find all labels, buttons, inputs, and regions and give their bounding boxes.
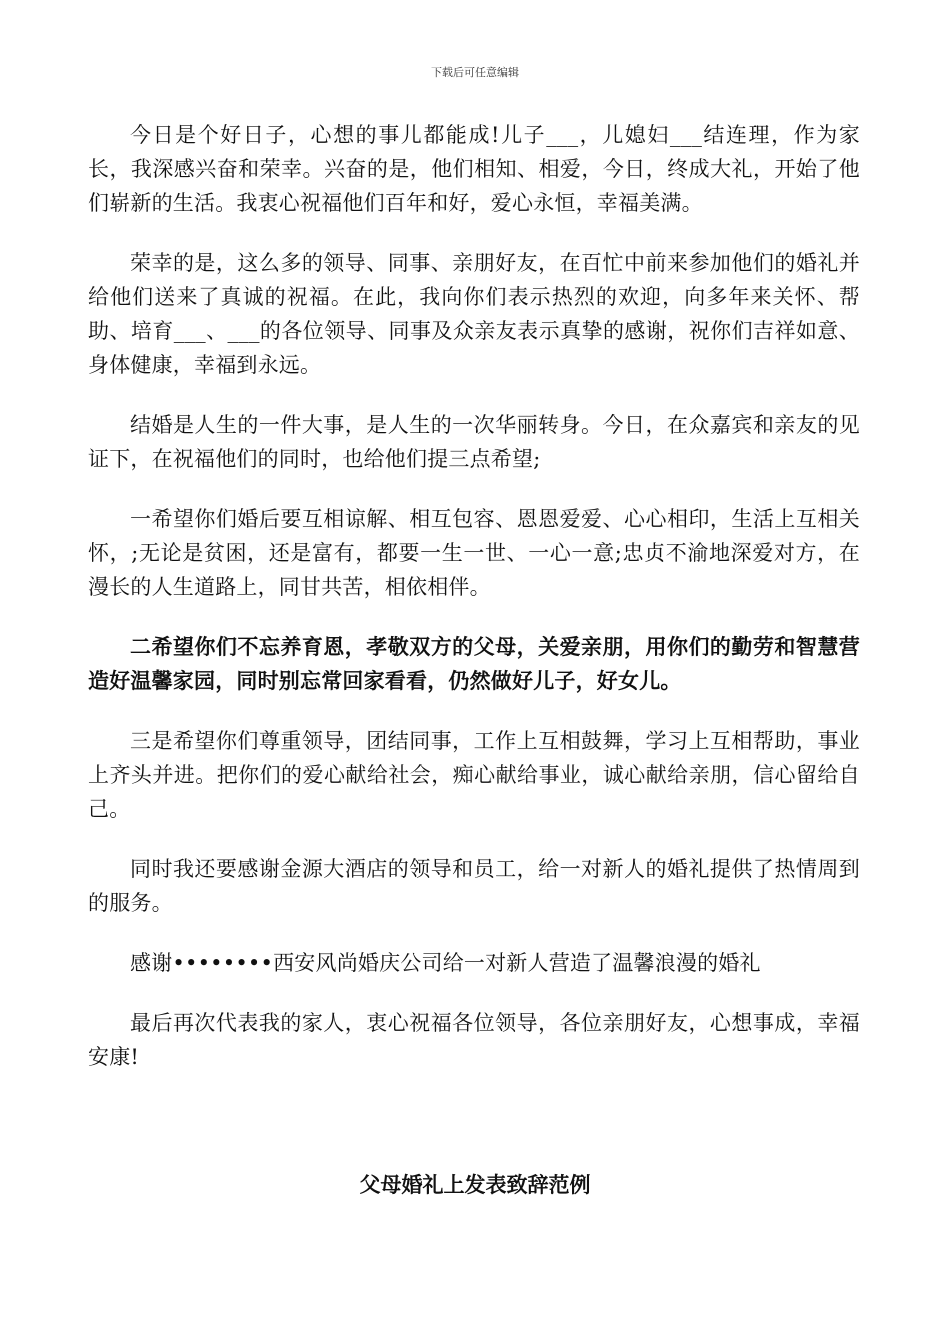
document-body	[88, 118, 860, 1100]
paragraph-thanks-guests: 荣幸的是，这么多的领导、同事、亲朋好友，在百忙中前来参加他们的婚礼并给他们送来了真诚的祝福。在此，我向你们表示热烈的欢迎，向多年来关怀、帮助、培育___、___的各位领导、同事及众亲友表示真挚的感谢，祝你们吉祥如意、身体健康，幸福到永远。	[88, 251, 860, 377]
paragraph-hope-three: 三是希望你们尊重领导，团结同事，工作上互相鼓舞，学习上互相帮助，事业上齐头并进。把你们的爱心献给社会，痴心献给事业，诚心献给亲朋，信心留给自己。	[88, 729, 860, 821]
paragraph-three-hopes-intro: 结婚是人生的一件大事，是人生的一次华丽转身。今日，在众嘉宾和亲友的见证下，在祝福他们的同时，也给他们提三点希望;	[88, 413, 860, 471]
section-title: 父母婚礼上发表致辞范例	[359, 1172, 591, 1197]
paragraph-thanks-wedding-company: 感谢••••••••西安风尚婚庆公司给一对新人营造了温馨浪漫的婚礼	[130, 951, 761, 975]
paragraph-hope-one: 一希望你们婚后要互相谅解、相互包容、恩恩爱爱、心心相印，生活上互相关怀，;无论是贫困，还是富有，都要一生一世、一心一意;忠贞不渝地深爱对方，在漫长的人生道路上，同甘共苦，相依相伴。	[88, 507, 860, 599]
paragraph-closing: 最后再次代表我的家人，衷心祝福各位领导，各位亲朋好友，心想事成，幸福安康!	[88, 1011, 860, 1069]
paragraph-thanks-hotel: 同时我还要感谢金源大酒店的领导和员工，给一对新人的婚礼提供了热情周到的服务。	[88, 857, 860, 915]
paragraph-opening: 今日是个好日子，心想的事儿都能成!儿子___，儿媳妇___结连理，作为家长，我深感兴奋和荣幸。兴奋的是，他们相知、相爱，今日，终成大礼，开始了他们崭新的生活。我衷心祝福他们百年和好，爱心永恒，幸福美满。	[88, 123, 860, 215]
page-header: 下载后可任意编辑	[431, 66, 519, 79]
paragraph-hope-two: 二希望你们不忘养育恩，孝敬双方的父母，关爱亲朋，用你们的勤劳和智慧营造好温馨家园，同时别忘常回家看看，仍然做好儿子，好女儿。	[88, 634, 860, 693]
